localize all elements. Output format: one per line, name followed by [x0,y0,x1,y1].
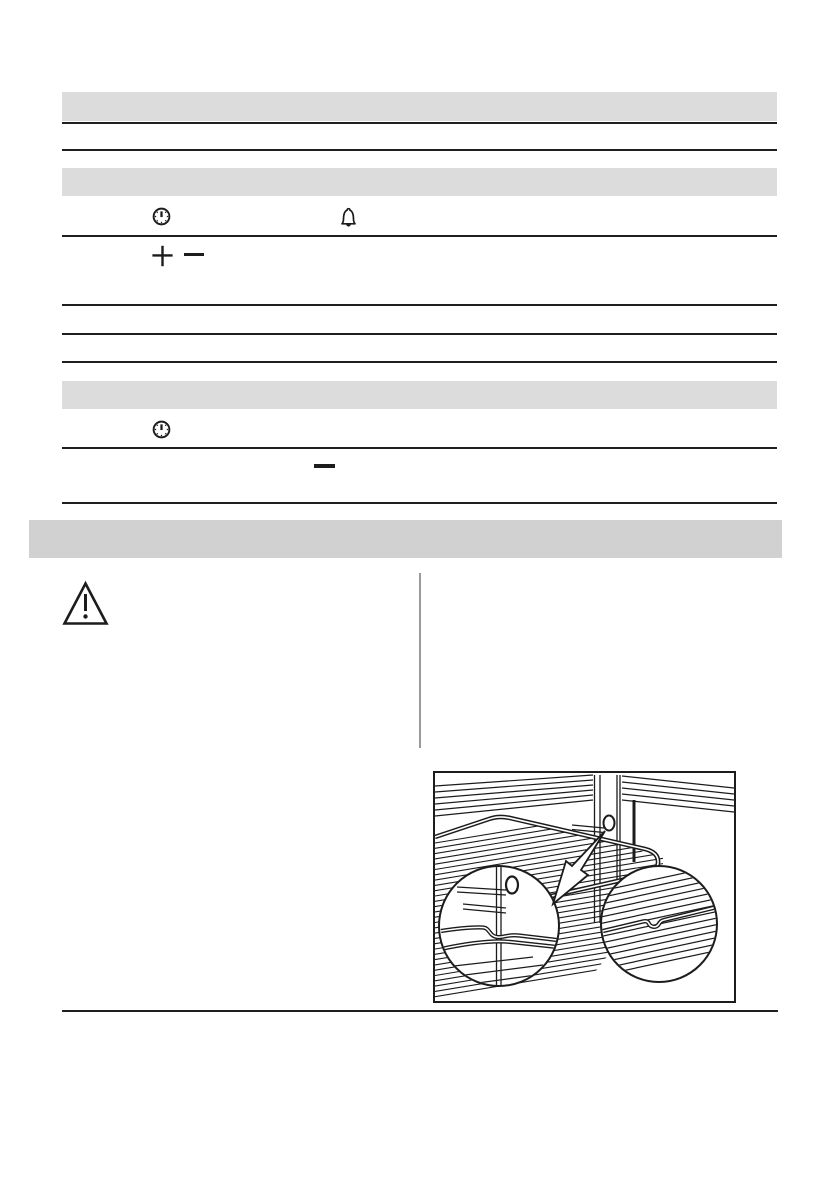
plus-icon [152,245,173,267]
table-rule [62,122,777,124]
section-header-bar [29,520,782,558]
table-header-bar-2 [62,168,777,196]
column-divider [419,573,421,748]
side-rail-lines-right [622,776,734,812]
table-rule [62,333,777,335]
minus-icon [184,253,204,256]
rail-pin [604,816,615,831]
clock-icon [152,420,171,439]
table-rule [62,1010,778,1012]
clock-icon [152,207,171,226]
table-rule [62,235,777,237]
table-rule [62,149,777,151]
table-header-bar-3 [62,381,777,409]
table-rule [62,304,777,306]
warning-triangle-icon [62,580,109,627]
minus-icon [314,464,335,468]
side-rail-lines-left [435,775,593,816]
table-rule [62,502,777,504]
table-rule [62,361,777,363]
table-header-bar-1 [62,92,777,121]
bell-icon [339,206,358,229]
oven-shelf-insertion-diagram [433,771,736,1003]
table-rule [62,447,777,449]
